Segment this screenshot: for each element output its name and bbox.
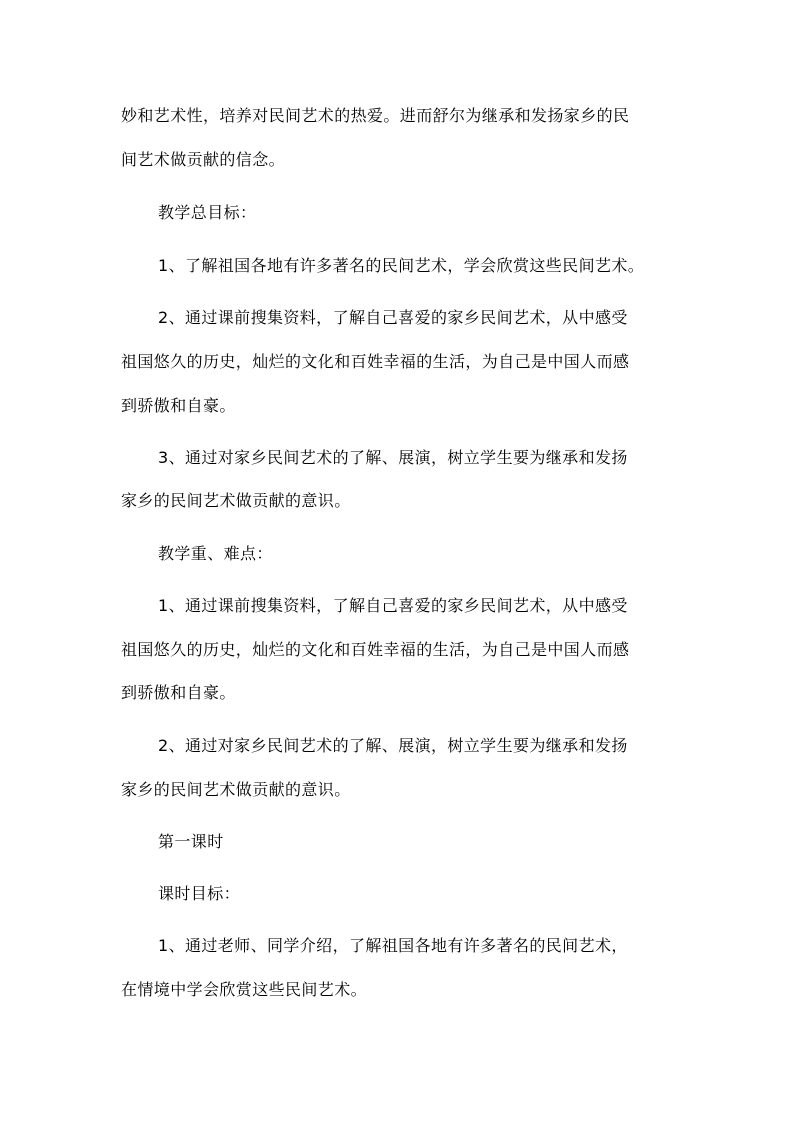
paragraph-line: 到骄傲和自豪。 [121,683,236,702]
goal-item-3: 3、通过对家乡民间艺术的了解、展演，树立学生要为继承和发扬 [158,448,628,467]
paragraph-line: 间艺术做贡献的信念。 [121,150,286,169]
paragraph-line: 到骄傲和自豪。 [121,396,236,415]
section-heading-key-points: 教学重、难点： [158,544,273,563]
goal-item-1: 1、了解祖国各地有许多著名的民间艺术，学会欣赏这些民间艺术。 [158,256,645,275]
section-heading-first-lesson: 第一课时 [158,832,224,851]
lesson-goal-item-1: 1、通过老师、同学介绍，了解祖国各地有许多著名的民间艺术， [158,936,628,955]
paragraph-line: 家乡的民间艺术做贡献的意识。 [121,491,351,510]
key-point-item-1: 1、通过课前搜集资料，了解自己喜爱的家乡民间艺术，从中感受 [158,596,628,615]
section-heading-overall-goals: 教学总目标： [158,203,257,222]
paragraph-line: 祖国悠久的历史，灿烂的文化和百姓幸福的生活，为自己是中国人而感 [121,640,630,659]
paragraph-line: 祖国悠久的历史，灿烂的文化和百姓幸福的生活，为自己是中国人而感 [121,352,630,371]
key-point-item-2: 2、通过对家乡民间艺术的了解、展演，树立学生要为继承和发扬 [158,736,628,755]
section-heading-lesson-goals: 课时目标： [158,884,241,903]
goal-item-2: 2、通过课前搜集资料，了解自己喜爱的家乡民间艺术，从中感受 [158,308,628,327]
paragraph-line: 在情境中学会欣赏这些民间艺术。 [121,980,368,999]
paragraph-line: 妙和艺术性，培养对民间艺术的热爱。进而舒尔为继承和发扬家乡的民 [121,106,630,125]
paragraph-line: 家乡的民间艺术做贡献的意识。 [121,780,351,799]
